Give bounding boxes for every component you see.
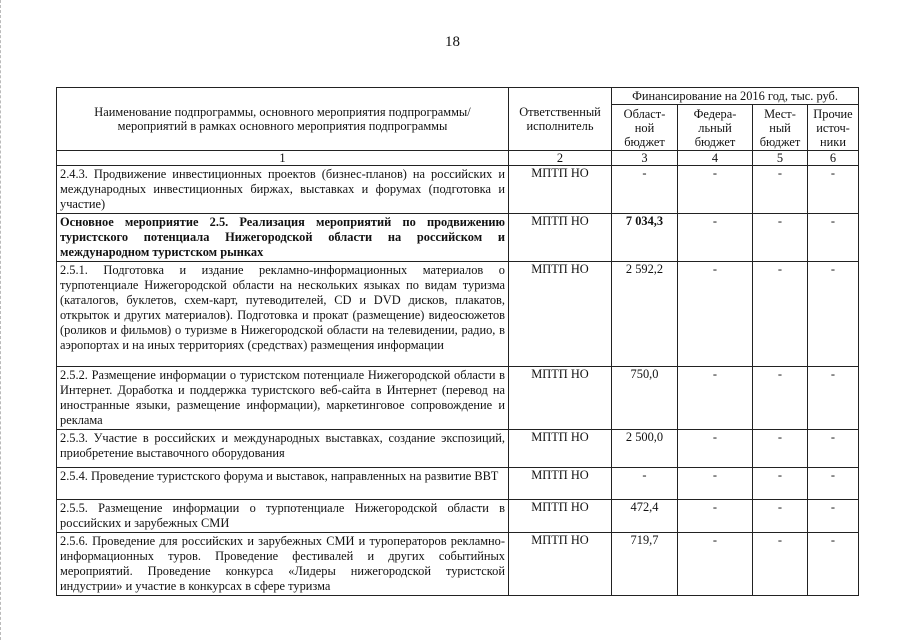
header-regional-budget: Област-ной бюджет: [612, 105, 678, 151]
header-executor: Ответственный исполнитель: [509, 88, 612, 151]
row-name: 2.5.4. Проведение туристского форума и выставок, направленных на развитие ВВТ: [57, 468, 509, 500]
row-executor: МПТП НО: [509, 367, 612, 430]
financing-table: [56, 87, 859, 596]
column-number: 4: [678, 151, 753, 166]
page-edge-mark: [0, 0, 4, 640]
row-federal: -: [678, 367, 753, 430]
row-federal: -: [678, 533, 753, 596]
row-name: 2.5.1. Подготовка и издание рекламно-информационных материалов о турпотенциале Нижегородской области на нескольких языках по видам туризма (каталогов, буклетов, схем-карт, путеводителей, CD и DVD дисков, плакатов, открыток и других материалов). Подготовка и прокат (размещение) видеосюжетов (роликов и фильмов) о туризме в Нижегородской области на телевидении, радио, в аэропортах и на иных территориях (средствах) размещения информации: [57, 262, 509, 367]
row-other: -: [808, 533, 859, 596]
row-local: -: [753, 367, 808, 430]
table-row: [57, 262, 859, 367]
row-regional: 750,0: [612, 367, 678, 430]
column-number: 1: [57, 151, 509, 166]
row-executor: МПТП НО: [509, 500, 612, 533]
row-local: -: [753, 533, 808, 596]
row-regional: 2 500,0: [612, 430, 678, 468]
row-other: -: [808, 468, 859, 500]
column-number: 5: [753, 151, 808, 166]
table-row: [57, 468, 859, 500]
row-regional: -: [612, 468, 678, 500]
row-other: -: [808, 166, 859, 214]
row-executor: МПТП НО: [509, 166, 612, 214]
row-executor: МПТП НО: [509, 214, 612, 262]
header-name: Наименование подпрограммы, основного мероприятия подпрограммы/мероприятий в рамках основного мероприятия подпрограммы: [57, 88, 509, 151]
table-row: [57, 500, 859, 533]
row-local: -: [753, 166, 808, 214]
row-regional: 2 592,2: [612, 262, 678, 367]
row-other: -: [808, 214, 859, 262]
row-federal: -: [678, 214, 753, 262]
row-local: -: [753, 430, 808, 468]
row-other: -: [808, 262, 859, 367]
column-number: 3: [612, 151, 678, 166]
row-name: Основное мероприятие 2.5. Реализация мероприятий по продвижению туристского потенциала Нижегородской области на российском и международном туристском рынках: [57, 214, 509, 262]
row-federal: -: [678, 500, 753, 533]
header-financing: Финансирование на 2016 год, тыс. руб.: [612, 88, 859, 105]
row-other: -: [808, 430, 859, 468]
row-federal: -: [678, 166, 753, 214]
row-federal: -: [678, 262, 753, 367]
header-local-budget: Мест-ный бюджет: [753, 105, 808, 151]
table-row: [57, 430, 859, 468]
row-regional: 7 034,3: [612, 214, 678, 262]
row-federal: -: [678, 430, 753, 468]
header-other-sources: Прочие источ-ники: [808, 105, 859, 151]
header-federal-budget: Федера-льный бюджет: [678, 105, 753, 151]
row-federal: -: [678, 468, 753, 500]
table-row: [57, 533, 859, 596]
row-local: -: [753, 500, 808, 533]
row-executor: МПТП НО: [509, 533, 612, 596]
row-local: -: [753, 468, 808, 500]
row-name: 2.4.3. Продвижение инвестиционных проектов (бизнес-планов) на российских и международных инвестиционных биржах, выставках и форумах (подготовка и участие): [57, 166, 509, 214]
row-local: -: [753, 262, 808, 367]
row-other: -: [808, 500, 859, 533]
row-name: 2.5.5. Размещение информации о турпотенциале Нижегородской области в российских и зарубежных СМИ: [57, 500, 509, 533]
table-row: [57, 166, 859, 214]
column-number-row: [57, 151, 859, 166]
row-local: -: [753, 214, 808, 262]
row-regional: 719,7: [612, 533, 678, 596]
row-executor: МПТП НО: [509, 468, 612, 500]
row-regional: 472,4: [612, 500, 678, 533]
table-row: [57, 367, 859, 430]
row-executor: МПТП НО: [509, 430, 612, 468]
column-number: 6: [808, 151, 859, 166]
row-name: 2.5.2. Размещение информации о туристском потенциале Нижегородской области в Интернет. Доработка и поддержка туристского веб-сайта в Интернет (перевод на иностранные языки, размещение информации), маркетинговое сопровождение и реклама: [57, 367, 509, 430]
row-name: 2.5.6. Проведение для российских и зарубежных СМИ и туроператоров рекламно-информационных туров. Проведение фестивалей и других событийных мероприятий. Проведение конкурса «Лидеры нижегородской туристской индустрии» и участие в конкурсах в сфере туризма: [57, 533, 509, 596]
page-number: 18: [445, 34, 460, 50]
column-number: 2: [509, 151, 612, 166]
row-name: 2.5.3. Участие в российских и международных выставках, создание экспозиций, приобретение выставочного оборудования: [57, 430, 509, 468]
row-regional: -: [612, 166, 678, 214]
row-executor: МПТП НО: [509, 262, 612, 367]
row-other: -: [808, 367, 859, 430]
table-row: [57, 214, 859, 262]
